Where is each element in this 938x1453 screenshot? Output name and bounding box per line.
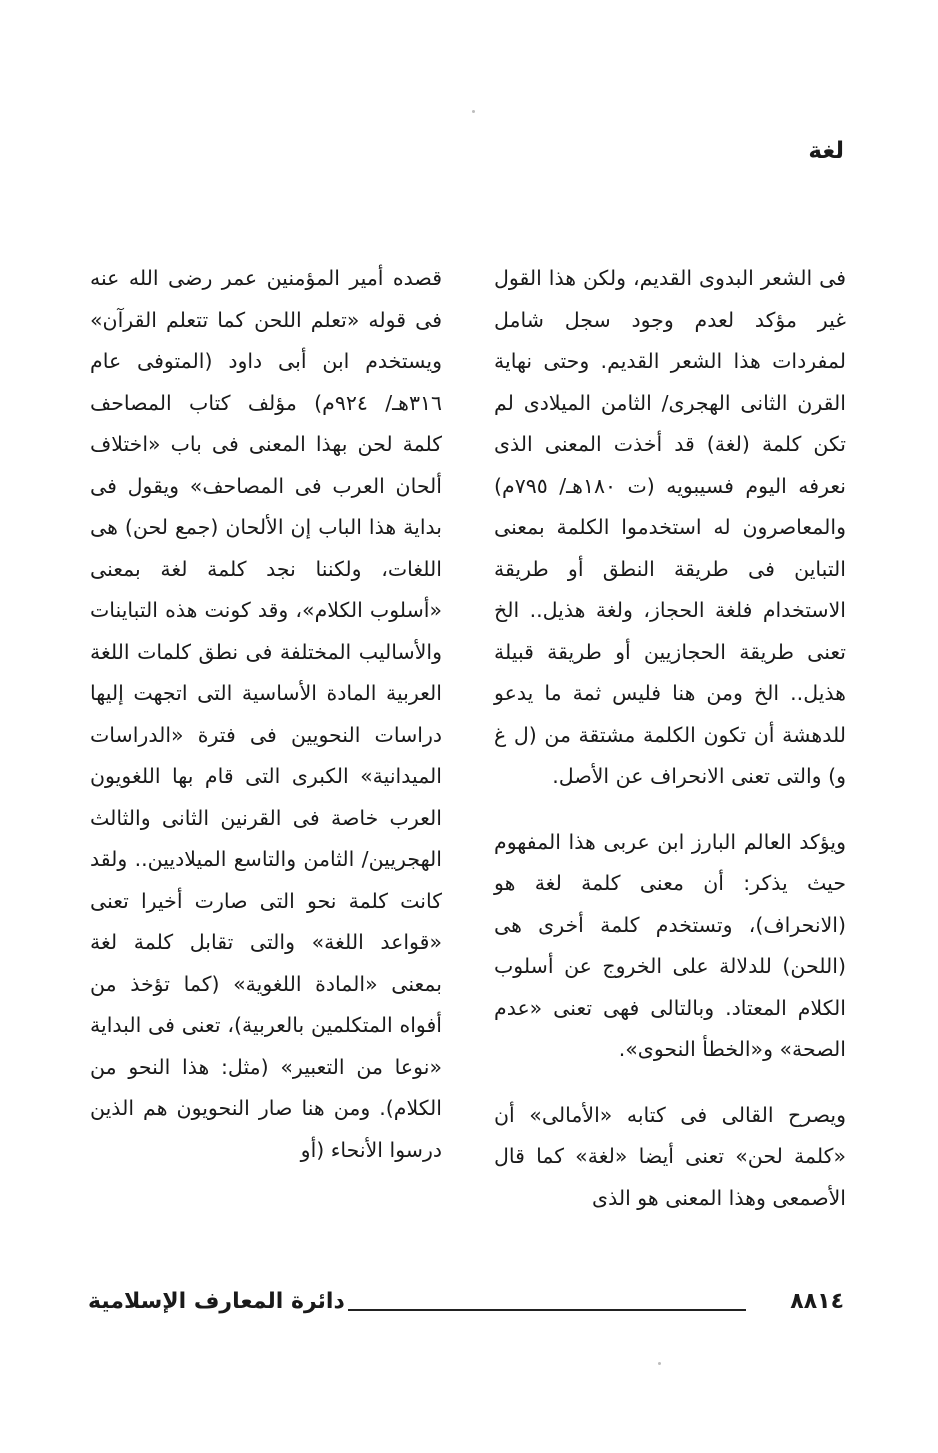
scan-speck (658, 1362, 661, 1365)
right-text-column (494, 258, 846, 1219)
footer-divider (348, 1309, 746, 1311)
paragraph: فى الشعر البدوى القديم، ولكن هذا القول غير مؤكد لعدم وجود سجل شامل لمفردات هذا الشعر القديم. وحتى نهاية القرن الثانى الهجرى/ الثامن الميلادى لم تكن كلمة (لغة) قد أخذت المعنى الذى نعرفه اليوم فسيبويه (ت ١٨٠هـ/ ٧٩٥م) والمعاصرون له استخدموا الكلمة بمعنى التباين فى طريقة النطق أو طريقة الاستخدام فلغة الحجاز، ولغة هذيل.. الخ تعنى طريقة الحجازيين أو طريقة قبيلة هذيل.. الخ ومن هنا فليس ثمة ما يدعو للدهشة أن تكون الكلمة مشتقة من (ل غ و) والتى تعنى الانحراف عن الأصل. (494, 266, 846, 788)
paragraph: قصده أمير المؤمنين عمر رضى الله عنه فى قوله «تعلم اللحن كما تتعلم القرآن» ويستخدم ابن أبى داود (المتوفى عام ٣١٦هـ/ ٩٢٤م) مؤلف كتاب المصاحف كلمة لحن بهذا المعنى فى باب «اختلاف ألحان العرب فى المصاحف» ويقول فى بداية هذا الباب إن الألحان (جمع لحن) هى اللغات، ولكننا نجد كلمة لغة بمعنى «أسلوب الكلام»، وقد كونت هذه التباينات والأساليب المختلفة فى نطق كلمات اللغة العربية المادة الأساسية التى اتجهت إليها دراسات النحويين فى فترة «الدراسات الميدانية» الكبرى التى قام بها اللغويون العرب خاصة فى القرنين الثانى والثالث الهجريين/ الثامن والتاسع الميلاديين.. ولقد كانت كلمة نحو التى صارت أخيرا تعنى «قواعد اللغة» والتى تقابل كلمة لغة بمعنى «المادة اللغوية» (كما تؤخذ من أفواه المتكلمين بالعربية)، تعنى فى البداية «نوعا من التعبير» (مثل: هذا النحو من الكلام). ومن هنا صار النحويون هم الذين درسوا الأنحاء (أو (90, 266, 442, 1162)
left-text-column (90, 258, 442, 1171)
page-header-title: لغة (808, 138, 844, 164)
page-number: ٨٨١٤ (790, 1289, 844, 1314)
publication-title: دائرة المعارف الإسلامية (88, 1289, 345, 1314)
scan-speck (472, 110, 475, 113)
paragraph: ويصرح القالى فى كتابه «الأمالى» أن «كلمة لحن» تعنى أيضا «لغة» كما قال الأصمعى وهذا المعنى هو الذى (494, 1102, 846, 1210)
page-footer (88, 1289, 844, 1325)
paragraph: ويؤكد العالم البارز ابن عربى هذا المفهوم حيث يذكر: أن معنى كلمة لغة هو (الانحراف)، وتستخدم كلمة أخرى هى (اللحن) للدلالة على الخروج عن أسلوب الكلام المعتاد. وبالتالى فهى تعنى «عدم الصحة» و«الخطأ النحوى». (494, 829, 846, 1061)
